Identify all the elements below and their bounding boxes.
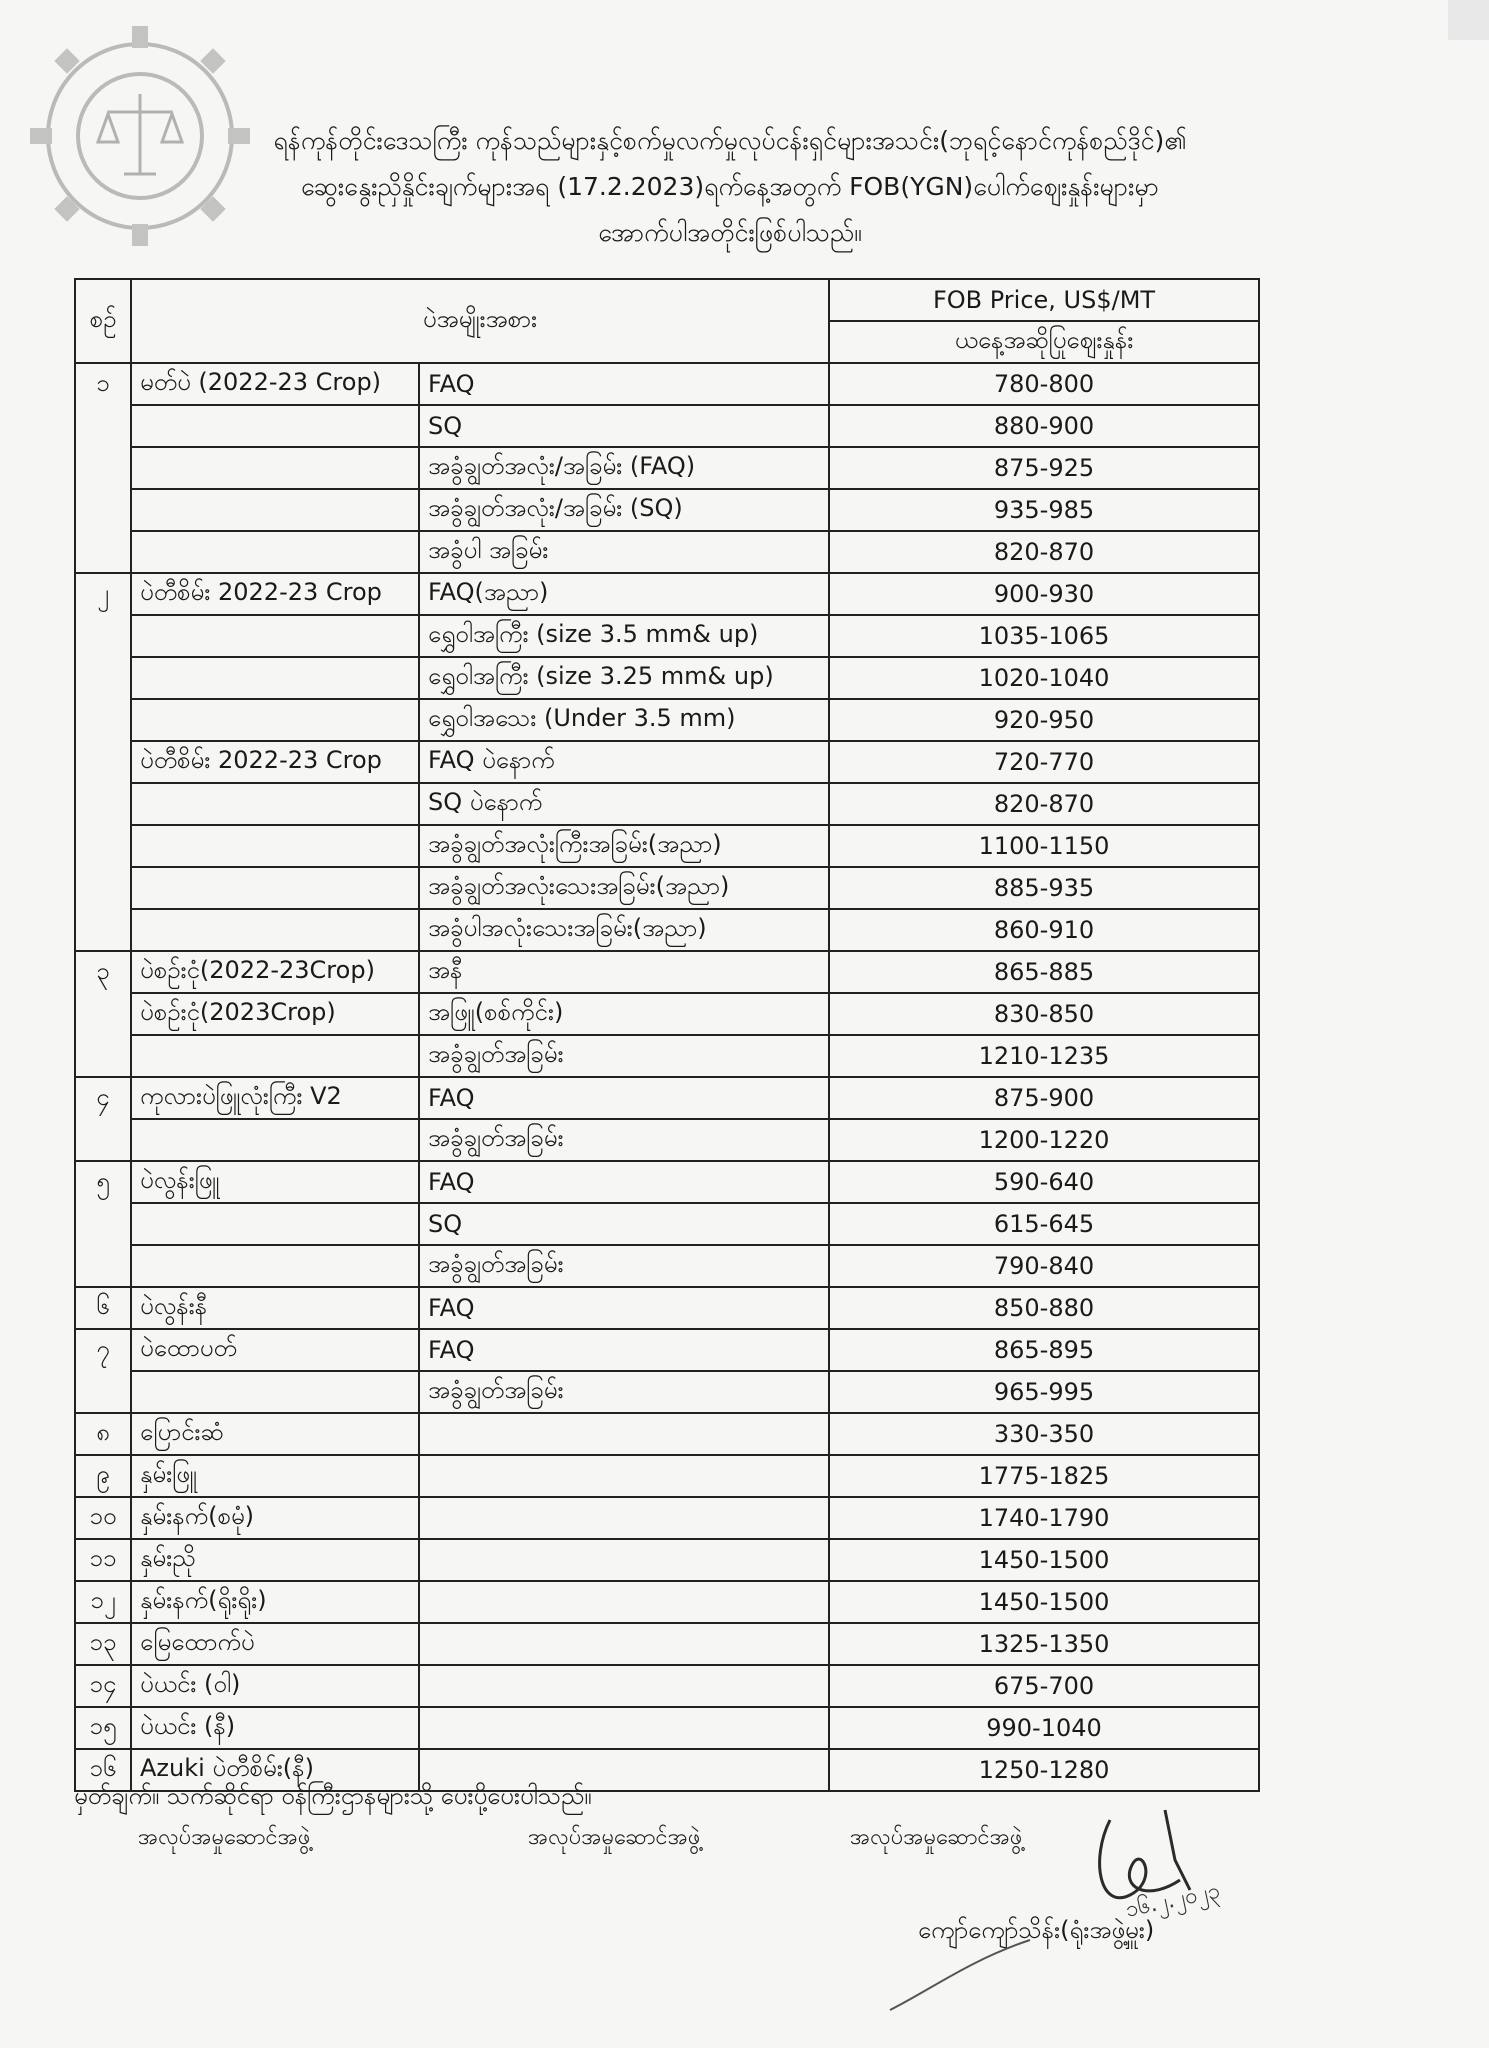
row-price: 1450-1500	[829, 1539, 1259, 1581]
table-row	[75, 405, 1259, 447]
row-number: ၃	[75, 951, 131, 993]
table-row	[75, 1245, 1259, 1287]
committee-label-1: အလုပ်အမှုဆောင်အဖွဲ့	[138, 1825, 311, 1850]
row-number: ၈	[75, 1413, 131, 1455]
table-row	[75, 1371, 1259, 1413]
row-number: ၇	[75, 1329, 131, 1371]
row-grade: အခွံချွတ်အခြမ်း	[419, 1371, 829, 1413]
signature-date: ၁၆.၂.၂၀၂၃	[1123, 1878, 1223, 1923]
row-price: 820-870	[829, 531, 1259, 573]
row-grade: FAQ	[419, 363, 829, 405]
row-grade	[419, 1581, 829, 1623]
row-price: 1450-1500	[829, 1581, 1259, 1623]
row-item	[131, 1245, 419, 1287]
row-grade	[419, 1497, 829, 1539]
table-row	[75, 1539, 1259, 1581]
table-row	[75, 1077, 1259, 1119]
row-number: ၆	[75, 1287, 131, 1329]
header-date: 17.2.2023	[567, 172, 695, 201]
row-price: 935-985	[829, 489, 1259, 531]
row-number: ၁၆	[75, 1749, 131, 1791]
row-number	[75, 1371, 131, 1413]
row-number	[75, 405, 131, 447]
row-item	[131, 489, 419, 531]
table-row	[75, 741, 1259, 783]
table-row	[75, 531, 1259, 573]
header-line-2-prefix: ဆွေးနွေးညှိနှိုင်းချက်များအရ (	[301, 172, 568, 201]
table-row	[75, 1497, 1259, 1539]
signer-name: ကျော်ကျော်သိန်း(ရုံးအဖွဲ့မှူး)	[918, 1916, 1155, 1944]
row-item	[131, 825, 419, 867]
row-item: နှမ်းနက်(စမုံ)	[131, 1497, 419, 1539]
row-item: မြေထောက်ပဲ	[131, 1623, 419, 1665]
row-number: ၁၂	[75, 1581, 131, 1623]
row-number: ၁၅	[75, 1707, 131, 1749]
header-line-2	[150, 164, 1310, 210]
row-grade: SQ	[419, 1203, 829, 1245]
table-row	[75, 1035, 1259, 1077]
row-grade: ရွှေဝါအသေး (Under 3.5 mm)	[419, 699, 829, 741]
row-item: နှမ်းနက်(ရိုးရိုး)	[131, 1581, 419, 1623]
row-number: ၂	[75, 573, 131, 615]
row-grade: SQ ပဲနောက်	[419, 783, 829, 825]
row-grade	[419, 1455, 829, 1497]
document-header	[150, 118, 1310, 256]
table-row	[75, 657, 1259, 699]
row-number: ၁၀	[75, 1497, 131, 1539]
row-item: ပဲယင်း (ဝါ)	[131, 1665, 419, 1707]
table-row	[75, 447, 1259, 489]
row-price: 1740-1790	[829, 1497, 1259, 1539]
price-table-body	[75, 363, 1259, 1791]
pen-stroke-mark	[880, 1920, 1040, 2020]
table-row	[75, 1329, 1259, 1371]
row-number: ၁	[75, 363, 131, 405]
row-price: 1100-1150	[829, 825, 1259, 867]
row-grade: FAQ ပဲနောက်	[419, 741, 829, 783]
row-number	[75, 531, 131, 573]
row-number	[75, 699, 131, 741]
row-price: 1210-1235	[829, 1035, 1259, 1077]
row-number	[75, 1035, 131, 1077]
row-number: ၁၃	[75, 1623, 131, 1665]
row-number	[75, 993, 131, 1035]
row-number	[75, 741, 131, 783]
table-row	[75, 825, 1259, 867]
row-grade	[419, 1623, 829, 1665]
row-price: 900-930	[829, 573, 1259, 615]
column-header-item: ပဲအမျိုးအစား	[131, 279, 829, 363]
row-price: 965-995	[829, 1371, 1259, 1413]
row-number: ၉	[75, 1455, 131, 1497]
row-number: ၅	[75, 1161, 131, 1203]
row-item	[131, 615, 419, 657]
row-price: 720-770	[829, 741, 1259, 783]
table-row	[75, 1161, 1259, 1203]
row-number	[75, 615, 131, 657]
row-grade: FAQ	[419, 1077, 829, 1119]
row-grade	[419, 1539, 829, 1581]
row-grade: အခွံချွတ်အလုံး/အခြမ်း (FAQ)	[419, 447, 829, 489]
row-item: ပဲစဉ်းငုံ(2022-23Crop)	[131, 951, 419, 993]
row-item: Azuki ပဲတီစိမ်း(နီ)	[131, 1749, 419, 1791]
row-item: ပဲထောပတ်	[131, 1329, 419, 1371]
row-grade	[419, 1707, 829, 1749]
row-price: 590-640	[829, 1161, 1259, 1203]
table-row	[75, 1665, 1259, 1707]
row-grade	[419, 1413, 829, 1455]
row-price: 1325-1350	[829, 1623, 1259, 1665]
header-line-3: အောက်ပါအတိုင်းဖြစ်ပါသည်။	[598, 218, 862, 247]
row-price: 1200-1220	[829, 1119, 1259, 1161]
table-row	[75, 1623, 1259, 1665]
row-price: 990-1040	[829, 1707, 1259, 1749]
row-item	[131, 1203, 419, 1245]
row-item	[131, 405, 419, 447]
row-number: ၁၄	[75, 1665, 131, 1707]
row-number	[75, 909, 131, 951]
table-row	[75, 951, 1259, 993]
row-item	[131, 909, 419, 951]
row-number	[75, 1119, 131, 1161]
row-item: ပဲတီစိမ်း 2022-23 Crop	[131, 741, 419, 783]
row-grade: အခွံချွတ်အခြမ်း	[419, 1035, 829, 1077]
table-row	[75, 699, 1259, 741]
header-line-2-suffix: )ရက်နေ့အတွက် FOB(YGN)ပေါက်ဈေးနှုန်းများမှာ	[694, 172, 1159, 201]
row-item	[131, 783, 419, 825]
row-number	[75, 657, 131, 699]
row-number	[75, 447, 131, 489]
row-grade: အဖြူ(စစ်ကိုင်း)	[419, 993, 829, 1035]
row-item	[131, 867, 419, 909]
row-grade: ရွှေဝါအကြီး (size 3.25 mm& up)	[419, 657, 829, 699]
row-item: နှမ်းဖြူ	[131, 1455, 419, 1497]
row-item	[131, 1371, 419, 1413]
row-price: 885-935	[829, 867, 1259, 909]
row-grade: FAQ	[419, 1287, 829, 1329]
row-item: ပဲလွန်းနီ	[131, 1287, 419, 1329]
row-price: 850-880	[829, 1287, 1259, 1329]
row-price: 780-800	[829, 363, 1259, 405]
row-number	[75, 1203, 131, 1245]
table-row	[75, 993, 1259, 1035]
row-price: 790-840	[829, 1245, 1259, 1287]
row-item	[131, 1035, 419, 1077]
row-number	[75, 489, 131, 531]
column-header-price: FOB Price, US$/MT	[829, 279, 1259, 321]
row-price: 875-925	[829, 447, 1259, 489]
row-grade: အခွံပါအလုံးသေးအခြမ်း(အညာ)	[419, 909, 829, 951]
row-item	[131, 699, 419, 741]
row-number	[75, 1245, 131, 1287]
row-price: 880-900	[829, 405, 1259, 447]
price-table	[74, 278, 1260, 1792]
row-item	[131, 531, 419, 573]
row-item	[131, 447, 419, 489]
row-number: ၁၁	[75, 1539, 131, 1581]
row-price: 865-895	[829, 1329, 1259, 1371]
row-price: 1035-1065	[829, 615, 1259, 657]
row-item: နှမ်းညို	[131, 1539, 419, 1581]
row-grade: အခွံချွတ်အခြမ်း	[419, 1245, 829, 1287]
row-grade	[419, 1665, 829, 1707]
table-row	[75, 1203, 1259, 1245]
row-item: ပဲစဉ်းငုံ(2023Crop)	[131, 993, 419, 1035]
row-grade: အနီ	[419, 951, 829, 993]
row-price: 1775-1825	[829, 1455, 1259, 1497]
row-item: ပဲယင်း (နီ)	[131, 1707, 419, 1749]
table-row	[75, 363, 1259, 405]
table-row	[75, 1707, 1259, 1749]
row-price: 615-645	[829, 1203, 1259, 1245]
table-row	[75, 783, 1259, 825]
row-price: 875-900	[829, 1077, 1259, 1119]
row-price: 1250-1280	[829, 1749, 1259, 1791]
column-header-no: စဉ်	[75, 279, 131, 363]
table-row	[75, 615, 1259, 657]
row-price: 820-870	[829, 783, 1259, 825]
row-grade: ရွှေဝါအကြီး (size 3.5 mm& up)	[419, 615, 829, 657]
row-price: 330-350	[829, 1413, 1259, 1455]
row-grade: အခွံချွတ်အလုံးကြီးအခြမ်း(အညာ)	[419, 825, 829, 867]
table-row	[75, 1119, 1259, 1161]
row-item: မတ်ပဲ (2022-23 Crop)	[131, 363, 419, 405]
row-grade: အခွံချွတ်အလုံးသေးအခြမ်း(အညာ)	[419, 867, 829, 909]
table-row	[75, 909, 1259, 951]
row-grade: အခွံချွတ်အလုံး/အခြမ်း (SQ)	[419, 489, 829, 531]
row-item	[131, 657, 419, 699]
row-price: 865-885	[829, 951, 1259, 993]
table-row	[75, 573, 1259, 615]
row-item: ပြောင်းဆံ	[131, 1413, 419, 1455]
table-row	[75, 867, 1259, 909]
table-row	[75, 1413, 1259, 1455]
committee-label-3: အလုပ်အမှုဆောင်အဖွဲ့	[850, 1825, 1023, 1850]
table-row	[75, 489, 1259, 531]
table-row	[75, 1581, 1259, 1623]
header-line-1: ရန်ကုန်တိုင်းဒေသကြီး ကုန်သည်များနှင့်စက်မှုလက်မှုလုပ်ငန်းရှင်များအသင်း(ဘုရင့်နောင်ကုန်စည်ဒိုင်)၏	[273, 126, 1187, 155]
row-number	[75, 783, 131, 825]
table-row	[75, 1287, 1259, 1329]
row-number	[75, 867, 131, 909]
row-grade: FAQ(အညာ)	[419, 573, 829, 615]
row-grade: FAQ	[419, 1329, 829, 1371]
row-item: ကုလားပဲဖြူလုံးကြီး V2	[131, 1077, 419, 1119]
footer-note: မှတ်ချက်။ သက်ဆိုင်ရာ ဝန်ကြီးဌာနများသို့ ပေးပို့ပေးပါသည်။	[74, 1782, 592, 1810]
row-number	[75, 825, 131, 867]
committee-label-2: အလုပ်အမှုဆောင်အဖွဲ့	[528, 1825, 701, 1850]
row-number: ၄	[75, 1077, 131, 1119]
row-price: 1020-1040	[829, 657, 1259, 699]
scan-corner-mark	[1448, 0, 1489, 40]
row-grade: SQ	[419, 405, 829, 447]
row-price: 675-700	[829, 1665, 1259, 1707]
row-item: ပဲလွန်းဖြူ	[131, 1161, 419, 1203]
row-price: 830-850	[829, 993, 1259, 1035]
row-price: 920-950	[829, 699, 1259, 741]
row-item	[131, 1119, 419, 1161]
row-grade: အခွံပါ အခြမ်း	[419, 531, 829, 573]
row-price: 860-910	[829, 909, 1259, 951]
row-grade: အခွံချွတ်အခြမ်း	[419, 1119, 829, 1161]
table-row	[75, 1455, 1259, 1497]
row-grade: FAQ	[419, 1161, 829, 1203]
row-item: ပဲတီစိမ်း 2022-23 Crop	[131, 573, 419, 615]
column-header-price-sub: ယနေ့အဆိုပြုဈေးနှုန်း	[829, 321, 1259, 363]
